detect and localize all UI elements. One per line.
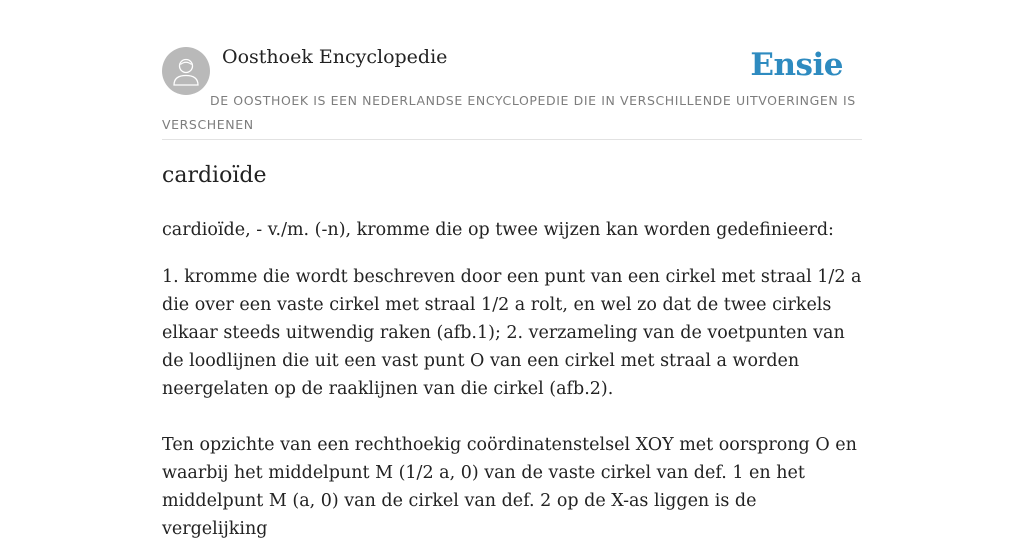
article-title: cardioïde xyxy=(162,163,267,188)
article-paragraph: 1. kromme die wordt beschreven door een punt van een cirkel met straal 1/2 a die over een vaste cirkel met straal 1/2 a rolt, en wel zo dat de twee cirkels elkaar steeds uitwendig raken (afb.1); 2. verzameling van de voetpunten van de loodlijnen die uit een vast punt O van een cirkel met straal a worden neergelaten op de raaklijnen van die cirkel (afb.2). xyxy=(162,267,862,399)
author-name[interactable]: Oosthoek Encyclopedie xyxy=(222,46,448,68)
page-container xyxy=(162,0,862,539)
author-header xyxy=(162,0,862,140)
article-paragraph: cardioïde, - v./m. (-n), kromme die op twee wijzen kan worden gedefinieerd: xyxy=(162,220,834,240)
user-icon xyxy=(172,56,200,86)
brand-logo[interactable]: Ensie xyxy=(750,47,843,83)
article-paragraph: Ten opzichte van een rechthoekig coördinatenstelsel XOY met oorsprong O en waarbij het middelpunt M (1/2 a, 0) van de vaste cirkel van def. 1 en het middelpunt M (a, 0) van de cirkel van def. 2 op de X-as liggen is de vergelijking xyxy=(162,435,857,539)
author-avatar[interactable] xyxy=(162,47,210,95)
author-description: DE OOSTHOEK IS EEN NEDERLANDSE ENCYCLOPEDIE DIE IN VERSCHILLENDE UITVOERINGEN IS VERSCHENEN xyxy=(162,93,856,132)
